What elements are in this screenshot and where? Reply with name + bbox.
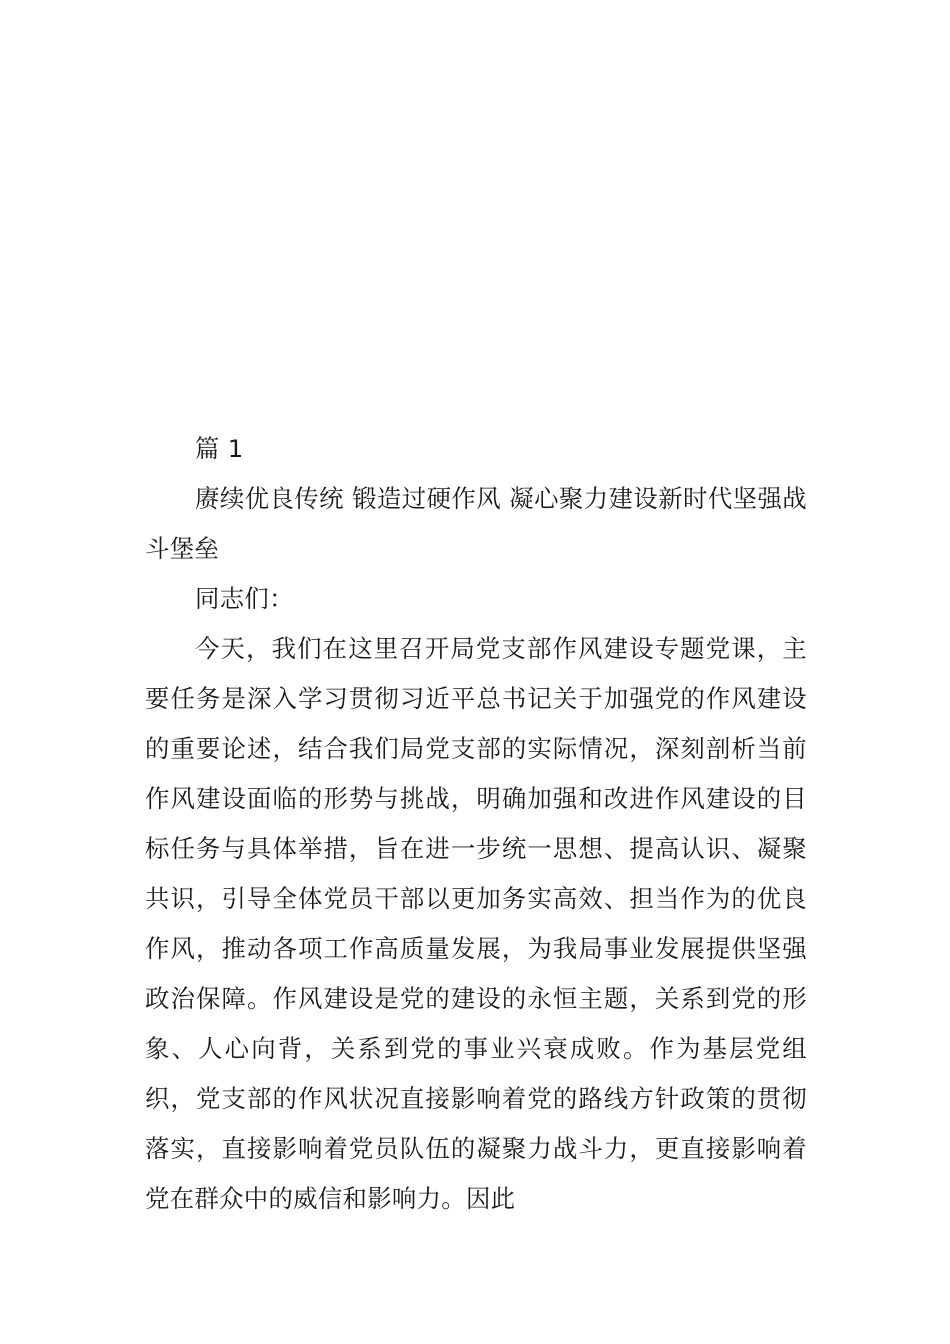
body-paragraph: 今天，我们在这里召开局党支部作风建设专题党课，主要任务是深入学习贯彻习近平总书记关于加强党的作风建设的重要论述，结合我们局党支部的实际情况，深刻剖析当前作风建设面临的形势与挑战，明确加强和改进作风建设的目标任务与具体举措，旨在进一步统一思想、提高认识、凝聚共识，引导全体党员干部以更加务实高效、担当作为的优良作风，推动各项工作高质量发展，为我局事业发展提供坚强政治保障。作风建设是党的建设的永恒主题，关系到党的形象、人心向背，关系到党的事业兴衰成败。作为基层党组织，党支部的作风状况直接影响着党的路线方针政策的贯彻落实，直接影响着党员队伍的凝聚力战斗力，更直接影响着党在群众中的威信和影响力。因此 — [145, 634, 807, 1213]
section-label: 篇 1 — [195, 434, 244, 463]
salutation: 同志们： — [195, 584, 294, 613]
document-body — [145, 424, 807, 1224]
document-title: 赓续优良传统 锻造过硬作风 凝心聚力建设新时代坚强战斗堡垒 — [145, 484, 807, 563]
